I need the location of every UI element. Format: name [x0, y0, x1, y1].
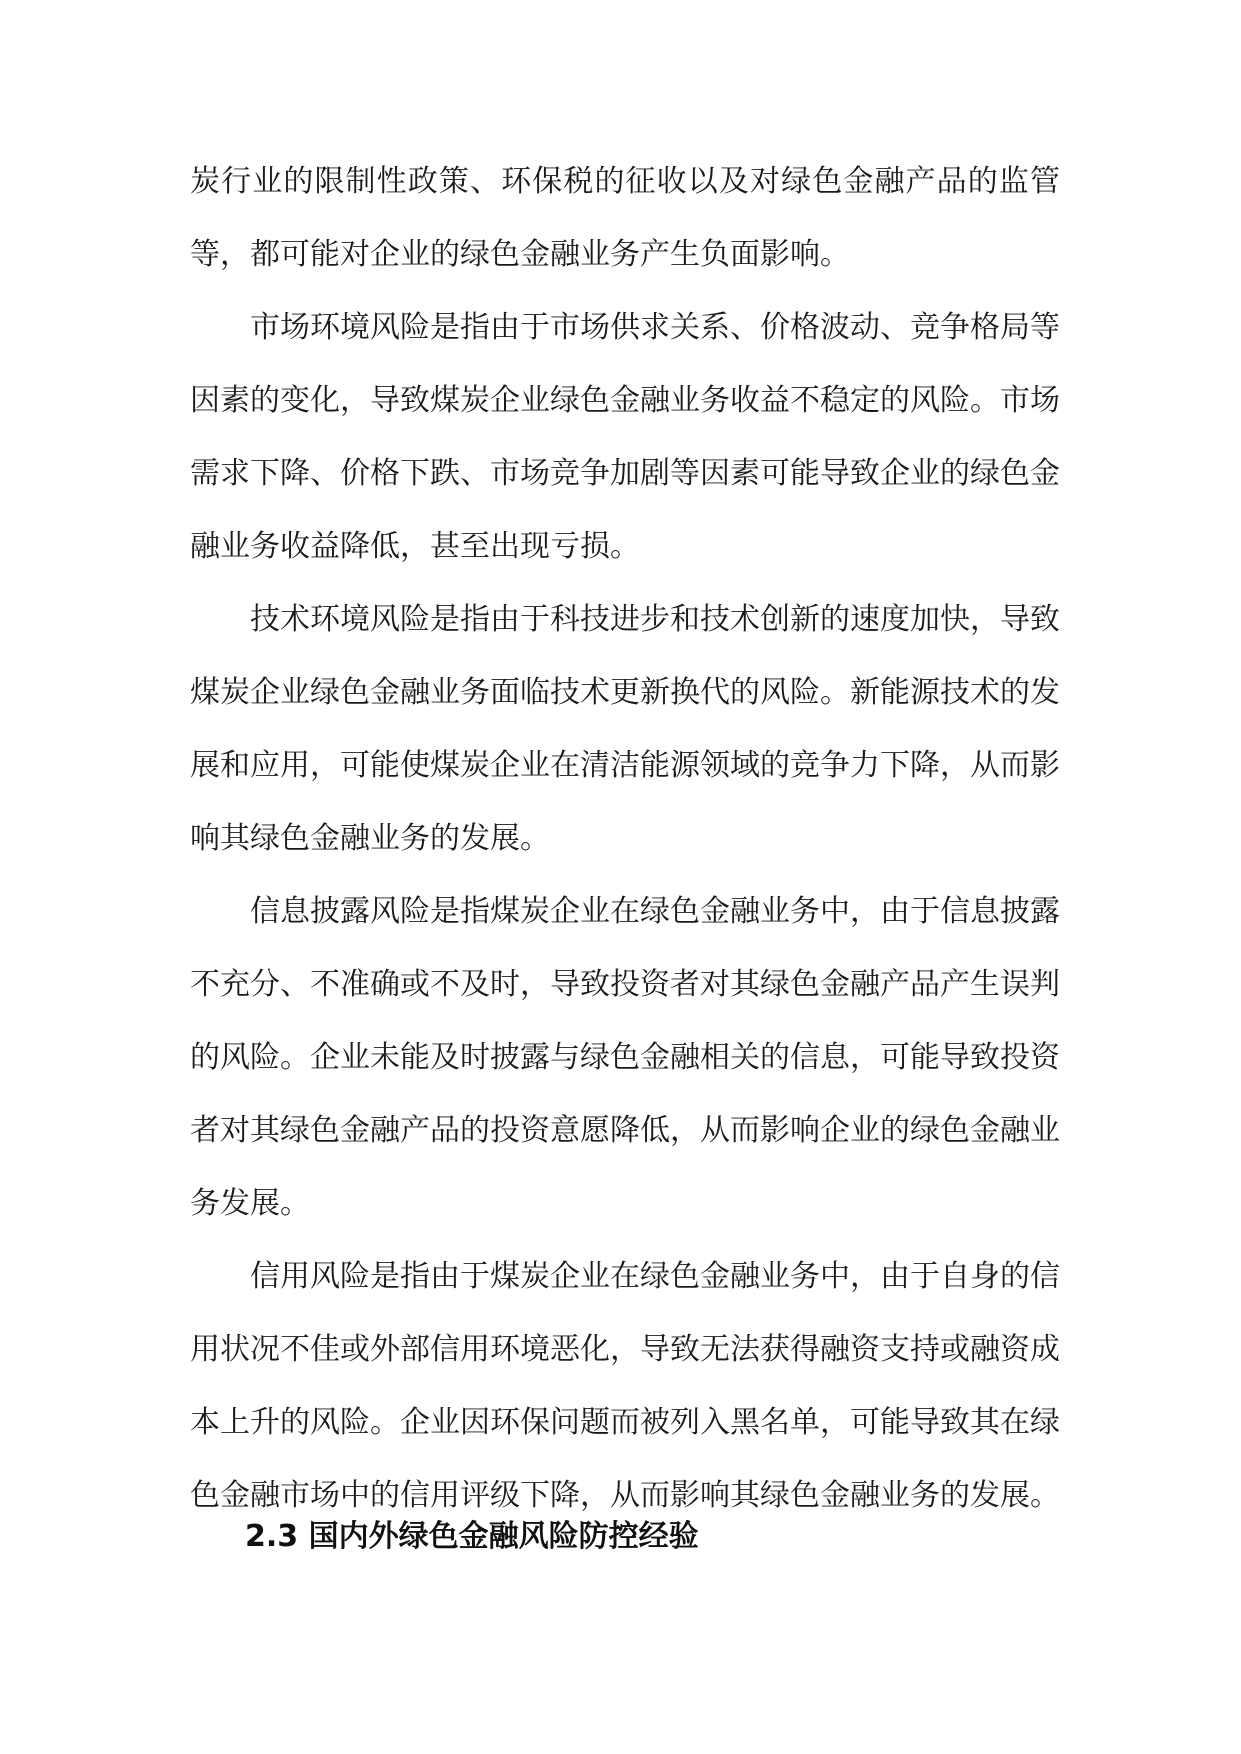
section-heading: 2.3 国内外绿色金融风险防控经验 [245, 1519, 699, 1554]
paragraph-credit-risk: 信用风险是指由于煤炭企业在绿色金融业务中，由于自身的信用状况不佳或外部信用环境恶化，导致无法获得融资支持或融资成本上升的风险。企业因环保问题而被列入黑名单，可能导致其在绿色金融市场中的信用评级下降，从而影响其绿色金融业务的发展。 [190, 1259, 1060, 1513]
body-text [190, 145, 1060, 1532]
paragraph-technology-risk: 技术环境风险是指由于科技进步和技术创新的速度加快，导致煤炭企业绿色金融业务面临技术更新换代的风险。新能源技术的发展和应用，可能使煤炭企业在清洁能源领域的竞争力下降，从而影响其绿色金融业务的发展。 [190, 602, 1060, 856]
paragraph-market-risk: 市场环境风险是指由于市场供求关系、价格波动、竞争格局等因素的变化，导致煤炭企业绿色金融业务收益不稳定的风险。市场需求下降、价格下跌、市场竞争加剧等因素可能导致企业的绿色金融业务收益降低，甚至出现亏损。 [190, 310, 1060, 564]
paragraph-policy-risk-continued: 炭行业的限制性政策、环保税的征收以及对绿色金融产品的监管等，都可能对企业的绿色金融业务产生负面影响。 [190, 164, 1060, 272]
paragraph-disclosure-risk: 信息披露风险是指煤炭企业在绿色金融业务中，由于信息披露不充分、不准确或不及时，导致投资者对其绿色金融产品产生误判的风险。企业未能及时披露与绿色金融相关的信息，可能导致投资者对其绿色金融产品的投资意愿降低，从而影响企业的绿色金融业务发展。 [190, 894, 1060, 1221]
